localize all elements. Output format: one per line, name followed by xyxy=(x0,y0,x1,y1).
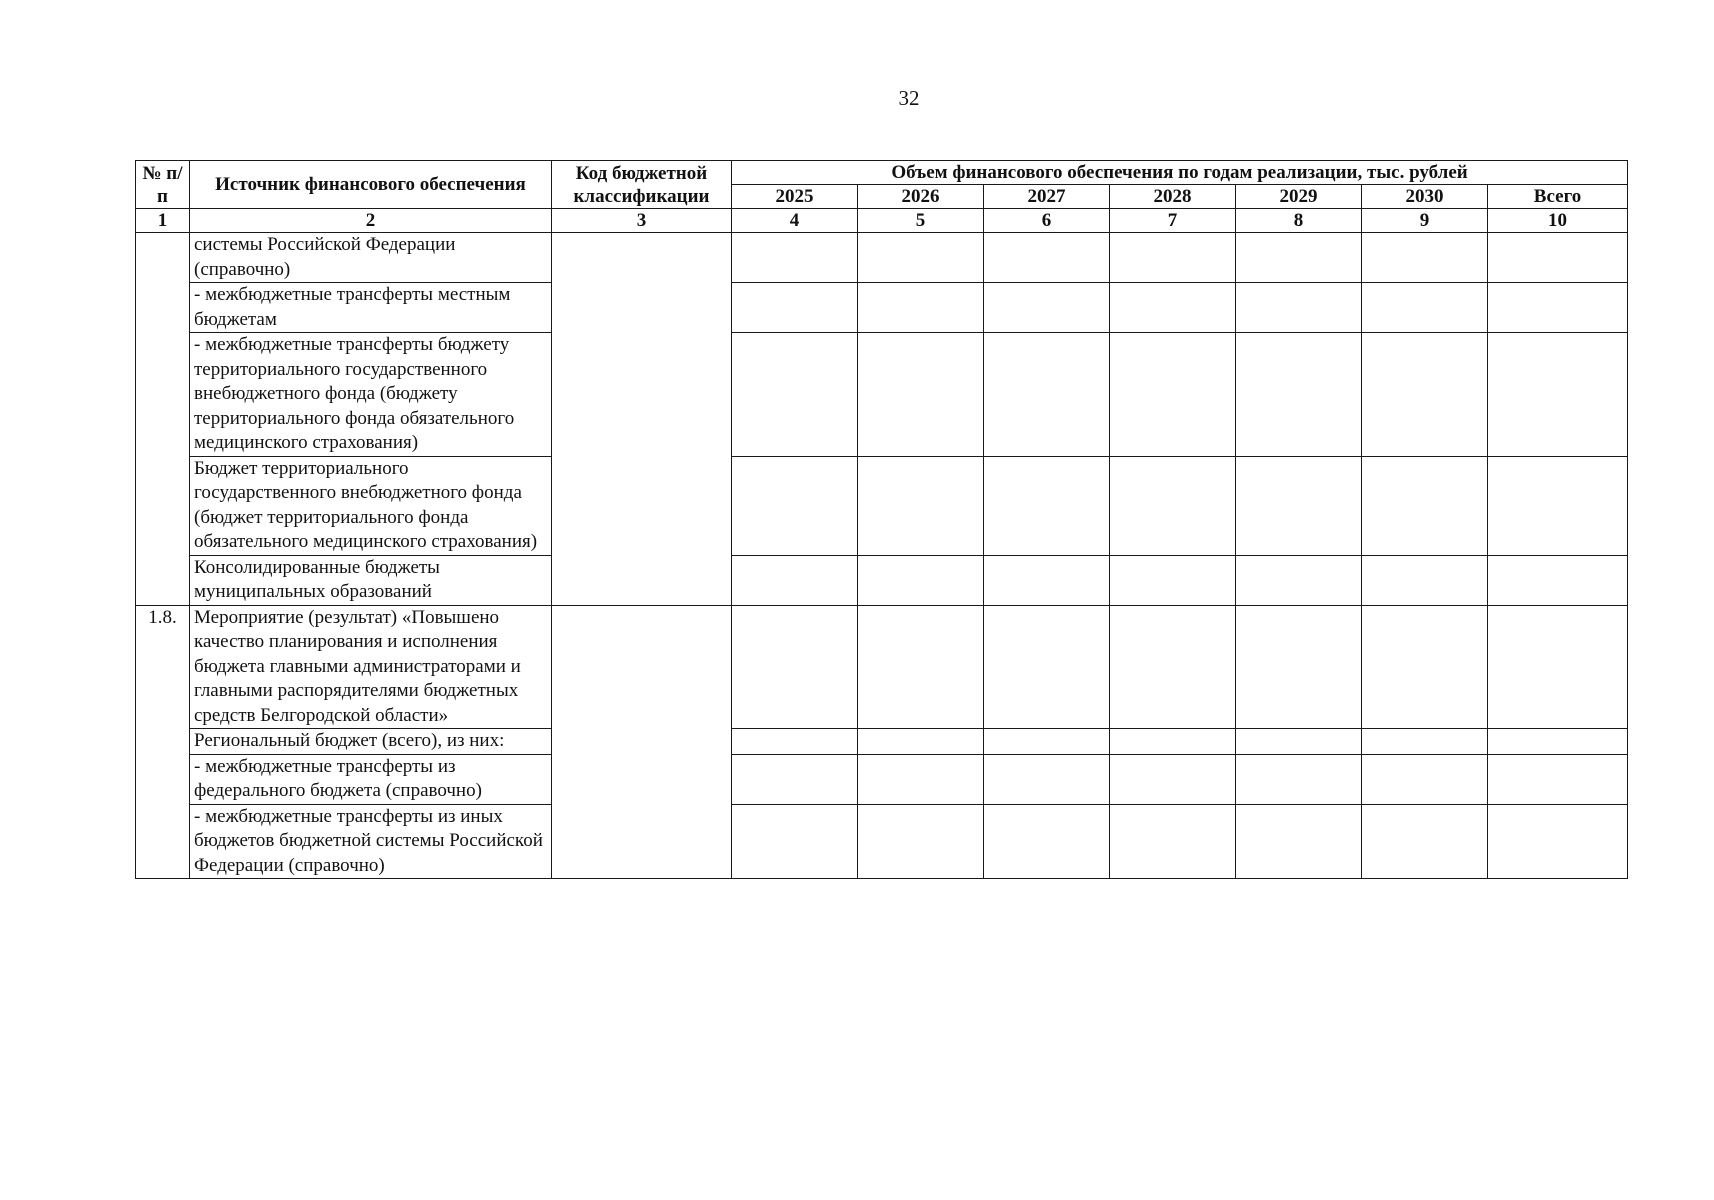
row-source: системы Российской Федерации (справочно) xyxy=(190,233,552,283)
row-source: Консолидированные бюджеты муниципальных образований xyxy=(190,555,552,605)
table-row xyxy=(136,754,1628,804)
value-2025 xyxy=(732,754,858,804)
value-total xyxy=(1488,729,1628,755)
row-source: Мероприятие (результат) «Повышено качество планирования и исполнения бюджета главными администраторами и главными распорядителями бюджетных средств Белгородской области» xyxy=(190,605,552,729)
value-2029 xyxy=(1236,555,1362,605)
row-source: - межбюджетные трансферты бюджету территориального государственного внебюджетного фонда (бюджету территориального фонда обязательного медицинского страхования) xyxy=(190,333,552,457)
row-source: Региональный бюджет (всего), из них: xyxy=(190,729,552,755)
value-2029 xyxy=(1236,333,1362,457)
value-total xyxy=(1488,456,1628,555)
value-2025 xyxy=(732,456,858,555)
row-num xyxy=(136,233,190,606)
column-number: 7 xyxy=(1110,209,1236,233)
value-total xyxy=(1488,555,1628,605)
value-2029 xyxy=(1236,283,1362,333)
column-number: 4 xyxy=(732,209,858,233)
value-total xyxy=(1488,605,1628,729)
table-row xyxy=(136,605,1628,729)
row-code xyxy=(552,233,732,606)
table-row xyxy=(136,233,1628,283)
column-number: 6 xyxy=(984,209,1110,233)
value-2028 xyxy=(1110,754,1236,804)
value-2026 xyxy=(858,605,984,729)
value-2026 xyxy=(858,804,984,879)
header-year: 2028 xyxy=(1110,185,1236,209)
value-2029 xyxy=(1236,605,1362,729)
value-2025 xyxy=(732,729,858,755)
value-2028 xyxy=(1110,333,1236,457)
column-number: 2 xyxy=(190,209,552,233)
header-year: 2027 xyxy=(984,185,1110,209)
value-2026 xyxy=(858,333,984,457)
value-total xyxy=(1488,283,1628,333)
column-number: 3 xyxy=(552,209,732,233)
header-total: Всего xyxy=(1488,185,1628,209)
table-row xyxy=(136,729,1628,755)
header-year: 2026 xyxy=(858,185,984,209)
column-numbers-row xyxy=(136,209,1628,233)
table-row xyxy=(136,283,1628,333)
value-2028 xyxy=(1110,283,1236,333)
row-code xyxy=(552,605,732,879)
value-2028 xyxy=(1110,605,1236,729)
column-number: 8 xyxy=(1236,209,1362,233)
row-source: - межбюджетные трансферты местным бюджетам xyxy=(190,283,552,333)
value-2027 xyxy=(984,729,1110,755)
value-2025 xyxy=(732,233,858,283)
table-row xyxy=(136,555,1628,605)
value-2028 xyxy=(1110,233,1236,283)
value-total xyxy=(1488,233,1628,283)
value-2028 xyxy=(1110,729,1236,755)
header-year: 2029 xyxy=(1236,185,1362,209)
header-source: Источник финансового обеспечения xyxy=(190,161,552,209)
financial-support-table xyxy=(135,160,1628,879)
value-2025 xyxy=(732,555,858,605)
value-2030 xyxy=(1362,555,1488,605)
value-2026 xyxy=(858,233,984,283)
row-source: - межбюджетные трансферты из иных бюджетов бюджетной системы Российской Федерации (справочно) xyxy=(190,804,552,879)
header-year: 2030 xyxy=(1362,185,1488,209)
header-num: № п/п xyxy=(136,161,190,209)
value-2026 xyxy=(858,456,984,555)
value-2029 xyxy=(1236,233,1362,283)
value-2030 xyxy=(1362,754,1488,804)
value-2026 xyxy=(858,729,984,755)
value-2028 xyxy=(1110,456,1236,555)
table-row xyxy=(136,333,1628,457)
value-2030 xyxy=(1362,605,1488,729)
value-2028 xyxy=(1110,555,1236,605)
value-2028 xyxy=(1110,804,1236,879)
table-row xyxy=(136,456,1628,555)
value-2027 xyxy=(984,804,1110,879)
value-2027 xyxy=(984,555,1110,605)
value-2027 xyxy=(984,283,1110,333)
column-number: 5 xyxy=(858,209,984,233)
value-2025 xyxy=(732,333,858,457)
value-2029 xyxy=(1236,456,1362,555)
value-2029 xyxy=(1236,729,1362,755)
value-2027 xyxy=(984,754,1110,804)
value-2029 xyxy=(1236,804,1362,879)
value-total xyxy=(1488,333,1628,457)
value-2025 xyxy=(732,804,858,879)
column-number: 1 xyxy=(136,209,190,233)
value-2030 xyxy=(1362,456,1488,555)
value-2030 xyxy=(1362,233,1488,283)
header-volume: Объем финансового обеспечения по годам реализации, тыс. рублей xyxy=(732,161,1628,185)
value-2027 xyxy=(984,456,1110,555)
value-2027 xyxy=(984,605,1110,729)
header-row xyxy=(136,161,1628,185)
row-source: Бюджет территориального государственного внебюджетного фонда (бюджет территориального фонда обязательного медицинского страхования) xyxy=(190,456,552,555)
value-2025 xyxy=(732,605,858,729)
page-number: 32 xyxy=(898,86,920,110)
value-2027 xyxy=(984,333,1110,457)
value-2027 xyxy=(984,233,1110,283)
row-num: 1.8. xyxy=(136,605,190,879)
value-2026 xyxy=(858,754,984,804)
header-year: 2025 xyxy=(732,185,858,209)
column-number: 10 xyxy=(1488,209,1628,233)
value-2030 xyxy=(1362,333,1488,457)
value-2030 xyxy=(1362,804,1488,879)
value-2030 xyxy=(1362,283,1488,333)
value-2029 xyxy=(1236,754,1362,804)
value-2030 xyxy=(1362,729,1488,755)
value-2026 xyxy=(858,555,984,605)
table-row xyxy=(136,804,1628,879)
column-number: 9 xyxy=(1362,209,1488,233)
value-total xyxy=(1488,754,1628,804)
value-total xyxy=(1488,804,1628,879)
row-source: - межбюджетные трансферты из федерального бюджета (справочно) xyxy=(190,754,552,804)
value-2025 xyxy=(732,283,858,333)
header-code: Код бюджетной классификации xyxy=(552,161,732,209)
value-2026 xyxy=(858,283,984,333)
